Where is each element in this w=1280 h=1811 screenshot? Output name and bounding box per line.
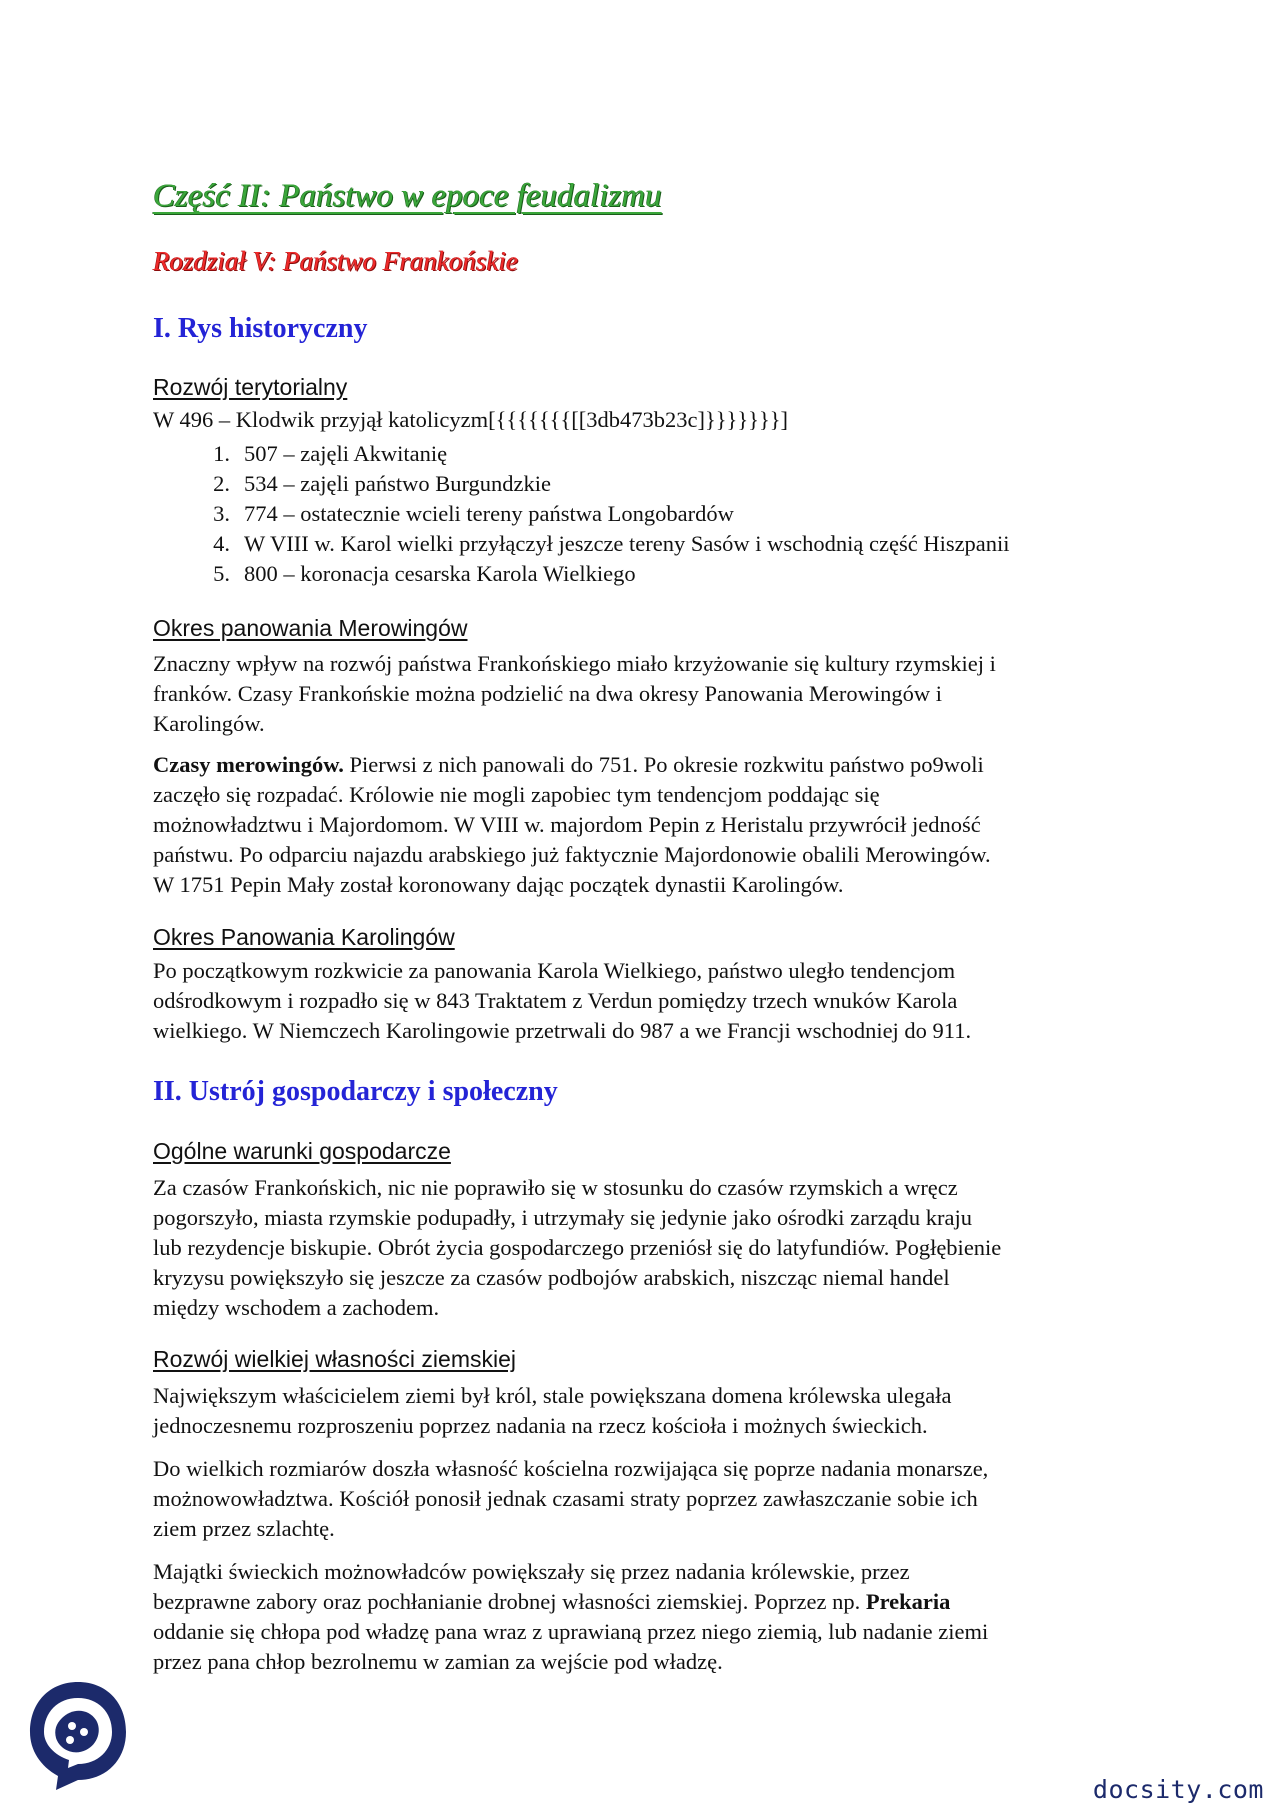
bold-term: Czasy merowingów. bbox=[153, 752, 344, 777]
text-line bbox=[153, 1587, 1143, 1617]
text-line: oddanie się chłopa pod władzę pana wraz z uprawianą przez niego ziemią, lub nadanie ziemi bbox=[153, 1619, 989, 1644]
section-2-title: II. Ustrój gospodarczy i społeczny bbox=[153, 1076, 558, 1107]
paragraph-ogolne-warunki bbox=[153, 1173, 1143, 1323]
territorial-list bbox=[153, 439, 1010, 589]
heading-wielka-wlasnosc: Rozwój wielkiej własności ziemskiej bbox=[153, 1346, 516, 1372]
paragraph-merowingow-1 bbox=[153, 649, 1143, 739]
chapter-title: Rozdział V: Państwo Frankońskie bbox=[153, 246, 518, 276]
text-line: zaczęło się rozpadać. Królowie nie mogli zapobiec tym tendencjom poddając się bbox=[153, 782, 880, 807]
text-line: pogorszyło, miasta rzymskie podupadły, i utrzymały się jedynie jako ośrodki zarządu kraju bbox=[153, 1205, 972, 1230]
paragraph-karolingow bbox=[153, 956, 1143, 1046]
text-line: możnowładztwu i Majordomom. W VIII w. majordom Pepin z Heristalu przywrócił jedność bbox=[153, 812, 981, 837]
list-text: 774 – ostatecznie wcieli tereny państwa Longobardów bbox=[244, 501, 734, 526]
text-line: odśrodkowym i rozpadło się w 843 Traktatem z Verdun pomiędzy trzech wnuków Karola bbox=[153, 988, 958, 1013]
list-number: 1. bbox=[213, 441, 230, 466]
list-number: 3. bbox=[213, 501, 230, 526]
paragraph-wlasnosc-2 bbox=[153, 1454, 1143, 1544]
docsity-brand-link[interactable]: docsity.com bbox=[1092, 1775, 1264, 1804]
text-line: wielkiego. W Niemczech Karolingowie przetrwali do 987 a we Francji wschodniej do 911. bbox=[153, 1018, 972, 1043]
text-line: Po początkowym rozkwicie za panowania Karola Wielkiego, państwo uległo tendencjom bbox=[153, 958, 956, 983]
text-line: jednoczesnemu rozproszeniu poprzez nadania na rzecz kościoła i możnych świeckich. bbox=[153, 1413, 928, 1438]
list-item bbox=[153, 559, 1010, 589]
paragraph-wlasnosc-1 bbox=[153, 1381, 1143, 1441]
list-text: W VIII w. Karol wielki przyłączył jeszcze tereny Sasów i wschodnią część Hiszpanii bbox=[244, 531, 1010, 556]
list-item bbox=[153, 499, 1010, 529]
text-line: między wschodem a zachodem. bbox=[153, 1295, 440, 1320]
docsity-logo-icon[interactable] bbox=[28, 1680, 128, 1792]
list-text: 534 – zajęli państwo Burgundzkie bbox=[244, 471, 552, 496]
text-line: możnowowładztwa. Kościół ponosił jednak czasami straty poprzez zawłaszczanie sobie ich bbox=[153, 1486, 978, 1511]
bold-term: Prekaria bbox=[865, 1589, 951, 1614]
text-line: Majątki świeckich możnowładców powiększały się przez nadania królewskie, przez bbox=[153, 1559, 910, 1584]
text-line: lub rezydencje biskupie. Obrót życia gospodarczego przeniósł się do latyfundiów. Pogłębienie bbox=[153, 1235, 1002, 1260]
heading-ogolne-warunki: Ogólne warunki gospodarcze bbox=[153, 1138, 451, 1164]
text-line: kryzysu powiększyło się jeszcze za czasów podbojów arabskich, niszcząc niemal handel bbox=[153, 1265, 950, 1290]
text-line: Za czasów Frankońskich, nic nie poprawiło się w stosunku do czasów rzymskich a wręcz bbox=[153, 1175, 958, 1200]
text-run: bezprawne zabory oraz pochłanianie drobnej własności ziemskiej. Poprzez np. bbox=[153, 1589, 866, 1614]
section-1-title: I. Rys historyczny bbox=[153, 313, 368, 344]
intro-line bbox=[153, 405, 1143, 435]
list-text: 800 – koronacja cesarska Karola Wielkiego bbox=[244, 561, 636, 586]
list-item bbox=[153, 439, 1010, 469]
paragraph-wlasnosc-3 bbox=[153, 1557, 1143, 1677]
text-line bbox=[153, 750, 1143, 780]
part-title: Część II: Państwo w epoce feudalizmu bbox=[153, 178, 662, 214]
text-run: Pierwsi z nich panowali do 751. Po okresie rozkwitu państwo po9woli bbox=[343, 752, 984, 777]
list-item bbox=[153, 529, 1010, 559]
heading-rozwoj-terytorialny: Rozwój terytorialny bbox=[153, 374, 348, 400]
text-line: W 1751 Pepin Mały został koronowany dając początek dynastii Karolingów. bbox=[153, 872, 844, 897]
list-text: 507 – zajęli Akwitanię bbox=[244, 441, 448, 466]
text-line: Do wielkich rozmiarów doszła własność kościelna rozwijająca się poprze nadania monarsze, bbox=[153, 1456, 989, 1481]
list-number: 2. bbox=[213, 471, 230, 496]
heading-karolingow: Okres Panowania Karolingów bbox=[153, 924, 455, 950]
list-item bbox=[153, 469, 1010, 499]
text-line: Znaczny wpływ na rozwój państwa Frankońskiego miało krzyżowanie się kultury rzymskiej i bbox=[153, 651, 996, 676]
paragraph-merowingow-2 bbox=[153, 750, 1143, 900]
text-line: franków. Czasy Frankońskie można podzielić na dwa okresy Panowania Merowingów i bbox=[153, 681, 942, 706]
text-line: państwu. Po odparciu najazdu arabskiego już faktycznie Majordonowie obalili Merowingów. bbox=[153, 842, 991, 867]
text-line: W 496 – Klodwik przyjął katolicyzm[{{{{{{{[[3db473b23c]}}}}}}}] bbox=[153, 407, 789, 432]
text-line: Karolingów. bbox=[153, 711, 265, 736]
list-number: 5. bbox=[213, 561, 230, 586]
text-line: przez pana chłop bezrolnemu w zamian za wejście pod władzę. bbox=[153, 1649, 723, 1674]
text-line: Największym właścicielem ziemi był król, stale powiększana domena królewska ulegała bbox=[153, 1383, 952, 1408]
list-number: 4. bbox=[213, 531, 230, 556]
heading-merowingow: Okres panowania Merowingów bbox=[153, 615, 468, 641]
text-line: ziem przez szlachtę. bbox=[153, 1516, 335, 1541]
